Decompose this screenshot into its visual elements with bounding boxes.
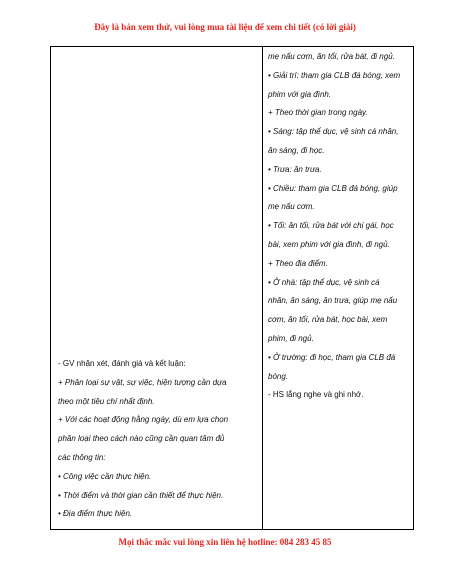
lesson-table (50, 46, 414, 530)
hotline-footer: Mọi thắc mắc vui lòng xin liên hệ hotline: 084 283 45 85 (118, 537, 332, 547)
text-line: cơm, ăn tối, rửa bát, học bài, xem (268, 315, 388, 325)
text-line: + Theo thời gian trong ngày. (268, 108, 368, 118)
text-line: • Giải trí: tham gia CLB đá bóng, xem (268, 70, 401, 80)
text-line: + Phân loại sự vật, sự việc, hiện tượng cần dựa (58, 377, 227, 387)
text-line: + Theo địa điểm. (268, 258, 328, 268)
text-line: + Với các hoạt động hằng ngày, dù em lựa chọn (58, 415, 229, 425)
text-line: • Trưa: ăn trưa. (268, 164, 322, 174)
text-line: phim, đi ngủ. (268, 333, 314, 343)
text-line: • Thời điểm và thời gian cần thiết để thực hiện. (58, 490, 224, 500)
text-line: phân loại theo cách nào cũng cần quan tâm đủ (58, 434, 225, 444)
text-line: phim với gia đình. (268, 89, 332, 99)
text-line: • Địa điểm thực hiện. (58, 509, 133, 519)
text-line: ăn sáng, đi học. (268, 145, 325, 155)
text-line: • Ở trường: đi học, tham gia CLB đá (268, 352, 396, 362)
student-activity-column (268, 48, 410, 405)
text-line: bóng. (268, 371, 289, 381)
column-divider (262, 47, 263, 529)
text-line: mẹ nấu cơm. (268, 202, 315, 212)
text-line: • Chiều: tham gia CLB đá bóng, giúp (268, 183, 398, 193)
text-line: các thông tin: (58, 452, 106, 462)
text-line: • Tối: ăn tối, rửa bát với chị gái, học (268, 221, 394, 231)
text-line: • Ở nhà: tập thể dục, vệ sinh cá (268, 277, 380, 287)
text-line: • Sáng: tập thể dục, vệ sinh cá nhân, (268, 127, 399, 137)
text-line: nhân, ăn sáng, ăn trưa, giúp mẹ nấu (268, 296, 398, 306)
text-line: bài, xem phim với gia đình, đi ngủ. (268, 239, 390, 249)
teacher-activity-column (58, 355, 258, 524)
text-line: • Công việc cần thực hiện. (58, 471, 152, 481)
text-line: theo một tiêu chí nhất định. (58, 396, 155, 406)
text-line: - HS lắng nghe và ghi nhớ. (268, 390, 364, 400)
text-line: - GV nhận xét, đánh giá và kết luận: (58, 359, 186, 368)
text-line: mẹ nấu cơm, ăn tối, rửa bát, đi ngủ. (268, 52, 395, 61)
preview-notice-header: Đây là bản xem thử, vui lòng mua tài liệu để xem chi tiết (có lời giải) (94, 22, 356, 32)
